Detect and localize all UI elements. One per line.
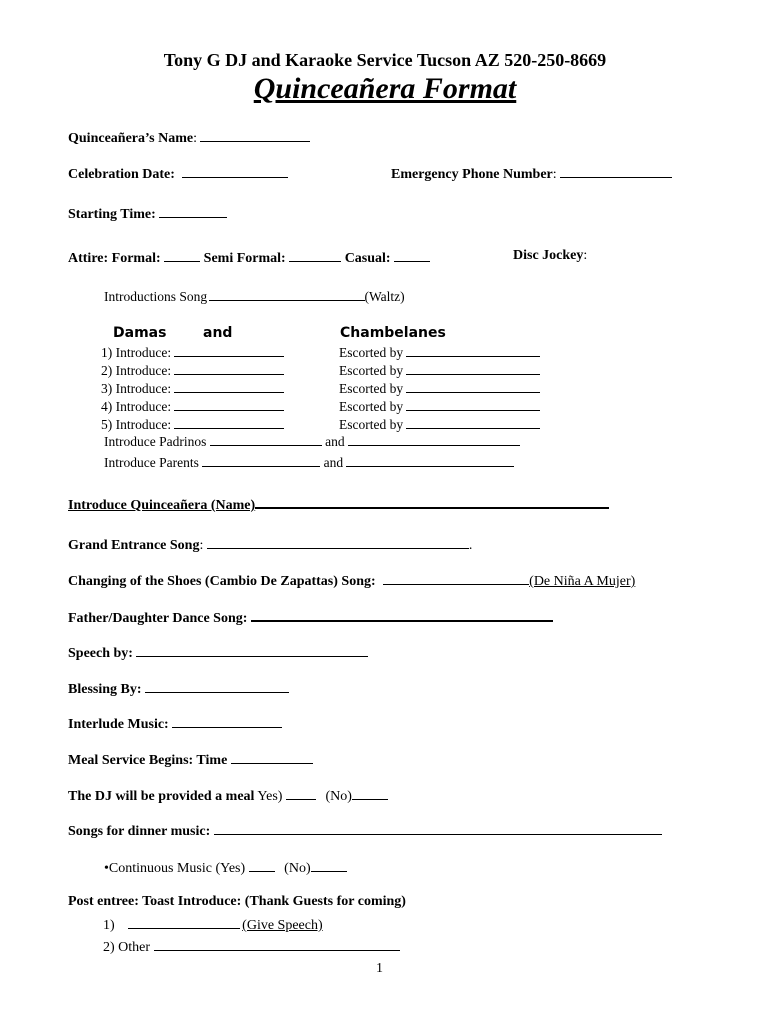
meal-row [68, 750, 313, 769]
damas-row: 5) Introduce: [101, 416, 284, 434]
emergency-row: Emergency Phone Number: [391, 164, 672, 183]
chambelan-row: Escorted by [339, 344, 540, 362]
dama-field[interactable] [174, 398, 284, 411]
chambelan-row: Escorted by [339, 416, 540, 434]
chambelan-field[interactable] [406, 416, 540, 429]
parents-field-1[interactable] [202, 454, 320, 467]
chambelan-row: Escorted by [339, 398, 540, 416]
grand-entrance-field[interactable] [207, 535, 469, 549]
father-daughter-field[interactable] [251, 607, 553, 622]
chambelanes-list [339, 344, 540, 434]
attire-semi-label: Semi Formal: [203, 251, 286, 266]
chambelan-row: Escorted by [339, 380, 540, 398]
padrinos-field-2[interactable] [348, 433, 520, 446]
damas-row: 3) Introduce: [101, 380, 284, 398]
continuous-no-field[interactable] [311, 858, 347, 872]
date-label: Celebration Date: [68, 167, 175, 182]
chambelan-field[interactable] [406, 380, 540, 393]
damas-list [101, 344, 284, 434]
start-field[interactable] [159, 204, 227, 218]
attire-label: Attire [68, 251, 104, 266]
meal-time-field[interactable] [231, 750, 313, 764]
toast-1-field[interactable] [128, 915, 240, 929]
company-header: Tony G DJ and Karaoke Service Tucson AZ 520-250-8669 [163, 50, 607, 70]
start-row [68, 204, 227, 223]
interlude-label: Interlude Music: [68, 717, 169, 732]
toast-label: Post entree: Toast Introduce: (Thank Guests for coming) [68, 894, 406, 909]
dj-meal-row: The DJ will be provided a meal Yes) (No) [68, 786, 388, 805]
attire-casual-label: Casual: [344, 251, 391, 266]
name-label: Quinceañera’s Name [68, 131, 194, 146]
dama-field[interactable] [174, 416, 284, 429]
name-field[interactable] [200, 128, 310, 142]
parents-row: Introduce Parents and [104, 454, 514, 471]
intro-song-field[interactable] [209, 288, 365, 301]
damas-heading: Damas [113, 325, 167, 341]
toast-item-1: 1) (Give Speech) [103, 915, 323, 934]
father-daughter-label: Father/Daughter Dance Song: [68, 611, 248, 626]
blessing-label: Blessing By: [68, 682, 142, 697]
dj-meal-no-field[interactable] [352, 786, 388, 800]
attire-formal-field[interactable] [164, 248, 200, 262]
page-number: 1 [376, 961, 383, 976]
emergency-label: Emergency Phone Number [391, 167, 553, 182]
dinner-songs-row [68, 821, 662, 840]
bullet-icon: • [104, 861, 109, 876]
dj-meal-label: The DJ will be provided a meal [68, 789, 255, 804]
toast-item-2: 2) Other [103, 937, 400, 956]
disc-jockey: Disc Jockey: [513, 248, 588, 263]
shoes-row [68, 571, 635, 590]
shoes-label: Changing of the Shoes (Cambio De Zapattas) Song: [68, 574, 376, 589]
padrinos-field-1[interactable] [210, 433, 322, 446]
attire-casual-field[interactable] [394, 248, 430, 262]
dama-field[interactable] [174, 344, 284, 357]
attire-semi-field[interactable] [289, 248, 341, 262]
toast-2-field[interactable] [154, 937, 400, 951]
blessing-field[interactable] [145, 679, 289, 693]
attire-row: Attire: Formal: Semi Formal: Casual: [68, 248, 430, 267]
chambelan-field[interactable] [406, 362, 540, 375]
emergency-field[interactable] [560, 164, 672, 178]
continuous-row: •Continuous Music (Yes) (No) [104, 858, 347, 877]
speech-label: Speech by: [68, 646, 133, 661]
start-label: Starting Time: [68, 207, 156, 222]
chambelan-field[interactable] [406, 344, 540, 357]
meal-label: Meal Service Begins: Time [68, 753, 228, 768]
dama-field[interactable] [174, 362, 284, 375]
intro-quince-row [68, 494, 609, 514]
father-daughter-row [68, 607, 553, 627]
grand-entrance-row: Grand Entrance Song: . [68, 535, 472, 554]
padrinos-row: Introduce Padrinos and [104, 433, 520, 450]
intro-quince-label: Introduce Quinceañera (Name) [68, 498, 256, 513]
shoes-song: (De Niña A Mujer) [529, 574, 636, 589]
parents-field-2[interactable] [346, 454, 514, 467]
intro-quince-field[interactable] [255, 494, 609, 509]
chambelan-field[interactable] [406, 398, 540, 411]
continuous-yes-field[interactable] [249, 858, 275, 872]
dj-meal-yes-field[interactable] [286, 786, 316, 800]
damas-row: 2) Introduce: [101, 362, 284, 380]
blessing-row [68, 679, 289, 698]
interlude-field[interactable] [172, 714, 282, 728]
speech-field[interactable] [136, 643, 368, 657]
dama-field[interactable] [174, 380, 284, 393]
grand-entrance-label: Grand Entrance Song [68, 538, 200, 553]
name-row: Quinceañera’s Name: [68, 128, 310, 147]
dinner-songs-field[interactable] [214, 821, 662, 835]
chambelanes-heading: Chambelanes [340, 325, 446, 341]
damas-row: 1) Introduce: [101, 344, 284, 362]
dinner-songs-label: Songs for dinner music: [68, 824, 211, 839]
speech-row [68, 643, 368, 662]
and-heading: and [203, 325, 233, 341]
shoes-field[interactable] [383, 571, 529, 585]
intro-song-row: Introductions Song (Waltz) [104, 289, 405, 304]
intro-song-label: Introductions Song [104, 289, 208, 304]
interlude-row [68, 714, 282, 733]
toast-row [68, 894, 406, 910]
date-field[interactable] [182, 164, 288, 178]
date-row [68, 164, 288, 183]
chambelan-row: Escorted by [339, 362, 540, 380]
damas-row: 4) Introduce: [101, 398, 284, 416]
form-title: Quinceañera Format [253, 72, 517, 105]
